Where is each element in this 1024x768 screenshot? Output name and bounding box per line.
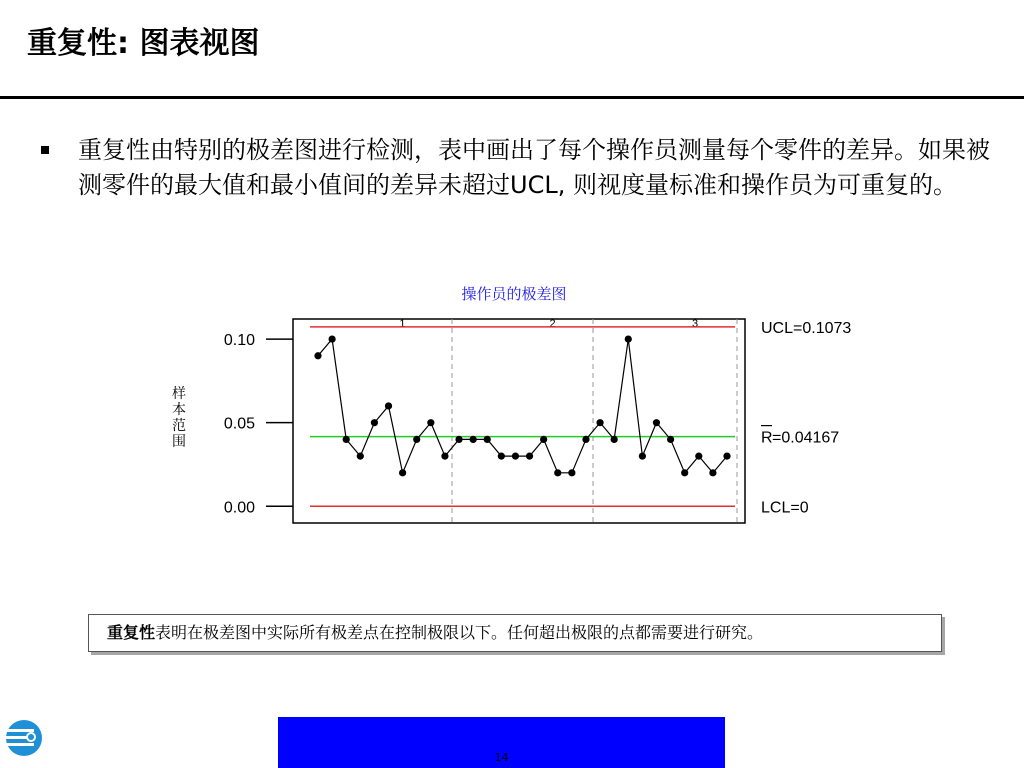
- ref-label-lcl: LCL=0: [761, 499, 809, 517]
- y-tick-label: 0.10: [223, 332, 255, 350]
- range-point: [695, 453, 702, 460]
- range-point: [568, 469, 575, 476]
- range-point: [554, 469, 561, 476]
- range-point: [329, 335, 336, 342]
- range-point: [385, 402, 392, 409]
- range-point: [681, 469, 688, 476]
- range-point: [709, 469, 716, 476]
- range-point: [484, 436, 491, 443]
- note-rest: 表明在极差图中实际所有极差点在控制极限以下。任何超出极限的点都需要进行研究。: [155, 623, 764, 642]
- title-divider: [0, 96, 1024, 99]
- range-point: [611, 436, 618, 443]
- ref-label-ucl: UCL=0.1073: [761, 319, 852, 337]
- note-bold-term: 重复性: [107, 623, 156, 642]
- range-point: [667, 436, 674, 443]
- bullet-square-icon: [41, 146, 49, 154]
- plot-frame: [293, 319, 745, 523]
- range-point: [498, 453, 505, 460]
- range-chart: [170, 300, 890, 530]
- range-point: [441, 453, 448, 460]
- y-tick-label: 0.05: [223, 415, 255, 433]
- range-point: [625, 335, 632, 342]
- range-point: [455, 436, 462, 443]
- range-point: [596, 419, 603, 426]
- range-point: [526, 453, 533, 460]
- range-point: [427, 419, 434, 426]
- range-point: [399, 469, 406, 476]
- range-point: [314, 352, 321, 359]
- page-number: 14: [494, 751, 509, 764]
- range-point: [371, 419, 378, 426]
- range-point: [582, 436, 589, 443]
- chart-title: 操作员的极差图: [461, 285, 567, 303]
- range-point: [540, 436, 547, 443]
- range-point: [343, 436, 350, 443]
- note-box: [88, 614, 942, 652]
- ref-label-rbar: =0.04167: [772, 429, 840, 447]
- bullet-text: 重复性由特别的极差图进行检测，表中画出了每个操作员测量每个零件的差异。如果被测零件的最大值和最小值间的差异未超过UCL, 则视度量标准和操作员为可重复的。: [78, 136, 990, 199]
- range-point: [723, 453, 730, 460]
- range-point: [413, 436, 420, 443]
- slide-title: 重复性: 图表视图: [27, 26, 260, 61]
- range-point: [357, 453, 364, 460]
- y-tick-label: 0.00: [223, 499, 255, 517]
- group-label: 2: [549, 318, 556, 330]
- range-point: [512, 453, 519, 460]
- company-logo-icon: [4, 718, 44, 758]
- chart-y-axis-label: 样本范围: [172, 386, 186, 450]
- range-point: [639, 453, 646, 460]
- footer-bar: [278, 717, 725, 768]
- range-point: [470, 436, 477, 443]
- ref-label-bar-rbar: R: [761, 429, 773, 447]
- note-text: [107, 615, 763, 651]
- group-label: 1: [399, 318, 406, 330]
- range-point: [653, 419, 660, 426]
- group-label: 3: [691, 318, 699, 330]
